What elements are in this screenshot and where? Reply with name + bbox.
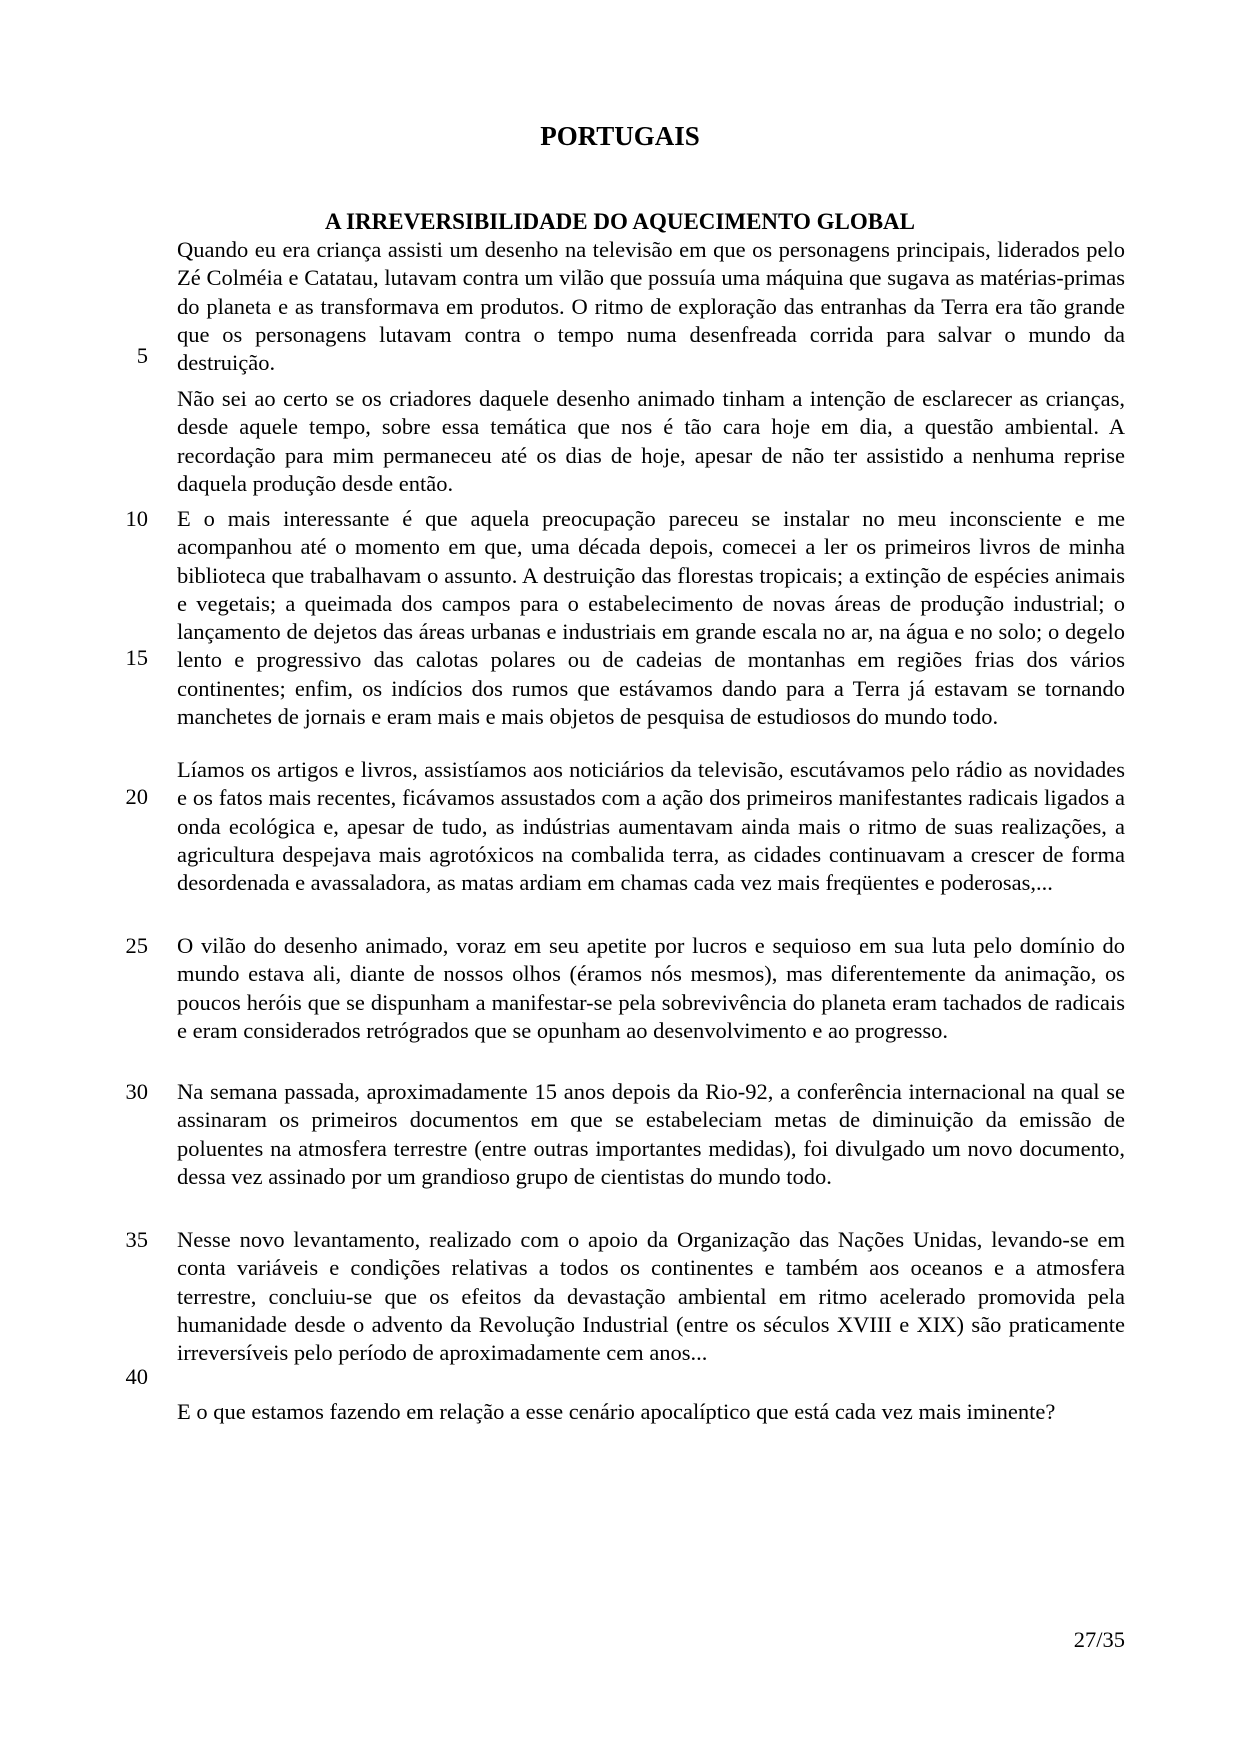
paragraph-1: Quando eu era criança assisti um desenho na televisão em que os personagens principais, liderados pelo Zé Colméia e Catatau, lutavam contra um vilão que possuía uma máquina que sugava as matérias-primas do planeta e as transformava em produtos. O ritmo de exploração das entranhas da Terra era tão grande que os personagens lutavam contra o tempo numa desenfreada corrida para salvar o mundo da destruição. — [177, 237, 1125, 376]
page-number: 27/35 — [1073, 1627, 1125, 1652]
line-number-30: 30 — [125, 1079, 148, 1104]
paragraph-8: E o que estamos fazendo em relação a esse cenário apocalíptico que está cada vez mais iminente? — [177, 1399, 1056, 1424]
paragraph-6: Na semana passada, aproximadamente 15 anos depois da Rio-92, a conferência internacional na qual se assinaram os primeiros documentos em que se estabeleciam metas de diminuição da emissão de poluentes na atmosfera terrestre (entre outras importantes medidas), foi divulgado um novo documento, dessa vez assinado por um grandioso grupo de cientistas do mundo todo. — [177, 1079, 1125, 1189]
line-number-40: 40 — [125, 1364, 148, 1389]
line-number-15: 15 — [125, 645, 148, 670]
paragraph-3: E o mais interessante é que aquela preocupação pareceu se instalar no meu inconsciente e me acompanhou até o momento em que, uma década depois, comecei a ler os primeiros livros de minha biblioteca que trabalhavam o assunto. A destruição das florestas tropicais; a extinção de espécies animais e vegetais; a queimada dos campos para o estabelecimento de novas áreas de produção industrial; o lançamento de dejetos das áreas urbanas e industriais em grande escala no ar, na água e no solo; o degelo lento e progressivo das calotas polares ou de cadeias de montanhas em regiões frias dos vários continentes; enfim, os indícios dos rumos que estávamos dando para a Terra já estavam se tornando manchetes de jornais e eram mais e mais objetos de pesquisa de estudiosos do mundo todo. — [177, 506, 1125, 730]
line-number-10: 10 — [125, 506, 148, 531]
line-number-35: 35 — [125, 1227, 148, 1252]
paragraph-5: O vilão do desenho animado, voraz em seu apetite por lucros e sequioso em sua luta pelo domínio do mundo estava ali, diante de nossos olhos (éramos nós mesmos), mas diferentemente da animação, os poucos heróis que se dispunham a manifestar-se pela sobrevivência do planeta eram tachados de radicais e eram considerados retrógrados que se opunham ao desenvolvimento e ao progresso. — [177, 933, 1125, 1043]
language-heading: PORTUGAIS — [540, 121, 700, 151]
line-number-25: 25 — [125, 933, 148, 958]
paragraph-7: Nesse novo levantamento, realizado com o apoio da Organização das Nações Unidas, levando-se em conta variáveis e condições relativas a todos os continentes e também aos oceanos e a atmosfera terrestre, concluiu-se que os efeitos da devastação ambiental em ritmo acelerado promovida pela humanidade desde o advento da Revolução Industrial (entre os séculos XVIII e XIX) são praticamente irreversíveis pelo período de aproximadamente cem anos... — [177, 1227, 1125, 1366]
line-number-5: 5 — [136, 343, 148, 368]
paragraph-2: Não sei ao certo se os criadores daquele desenho animado tinham a intenção de esclarecer as crianças, desde aquele tempo, sobre essa temática que nos é tão cara hoje em dia, a questão ambiental. A recordação para mim permaneceu até os dias de hoje, apesar de não ter assistido a nenhuma reprise daquela produção desde então. — [177, 386, 1125, 496]
article-title: A IRREVERSIBILIDADE DO AQUECIMENTO GLOBAL — [324, 209, 916, 234]
paragraph-4: Líamos os artigos e livros, assistíamos aos noticiários da televisão, escutávamos pelo rádio as novidades e os fatos mais recentes, ficávamos assustados com a ação dos primeiros manifestantes radicais ligados a onda ecológica e, apesar de tudo, as indústrias aumentavam ainda mais o ritmo de suas realizações, a agricultura despejava mais agrotóxicos na combalida terra, as cidades continuavam a crescer de forma desordenada e avassaladora, as matas ardiam em chamas cada vez mais freqüentes e poderosas,... — [177, 757, 1125, 896]
line-number-20: 20 — [125, 784, 148, 809]
